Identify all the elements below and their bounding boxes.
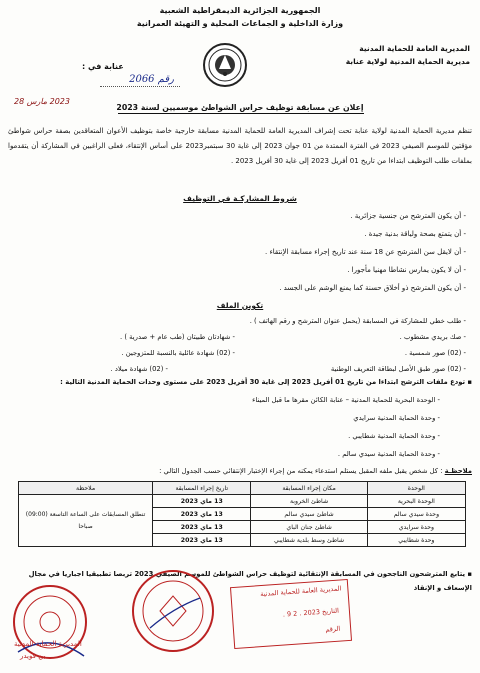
file-item: - طلب خطي للمشاركة في المسابقة (يحمل عنوان المترشح و رقم الهاتف ) . xyxy=(249,317,466,325)
reference-underline xyxy=(100,86,180,87)
table-cell: وحدة سرايدي xyxy=(367,521,465,534)
note-label: ملاحظـة xyxy=(444,467,472,475)
table-cell: شاطئ سيدي سالم xyxy=(251,508,367,521)
stamp-signature: بن قويدر xyxy=(20,652,46,660)
stamp-right-ref: الرقم xyxy=(325,624,341,634)
file-item: - شهادتان طبيتان (طب عام + صدرية ) . xyxy=(120,333,235,341)
table-cell: وحدة شطايبي xyxy=(367,534,465,547)
ministry-header: وزارة الداخلية و الجماعات المحلية و التهيئة العمرانية xyxy=(136,19,344,28)
reference-number: رقم 2066 xyxy=(129,74,174,85)
received-stamp xyxy=(230,579,352,649)
table-cell: 13 ماي 2023 xyxy=(153,508,251,521)
unit-item: - الوحدة البحرية للحماية المدنية – عنابة الكائن مقرها ما قبل الميناء xyxy=(252,396,440,404)
place-date-label: عنابة في : xyxy=(82,62,124,71)
unit-item: - وحدة الحماية المدنية سيدي سالم . xyxy=(337,450,440,458)
unit-item: - وحدة الحماية المدنية شطايبي . xyxy=(348,432,440,440)
table-header: تاريخ إجراء المسابقة xyxy=(153,482,251,495)
condition-item: - أن يكون المترشح من جنسية جزائرية . xyxy=(350,212,466,220)
file-item: - صك بريدي مشطوب . xyxy=(399,333,466,341)
condition-item: - أن لا يكون يمارس نشاطا مهنيا مأجورا . xyxy=(347,266,466,274)
note-text: : كل شخص يقبل ملفه المقبل يستلم استدعاء يمكنه من إجراء الإختبار الإنتقائي حسب الجدول التالي : xyxy=(159,467,443,475)
stamp-right-date: التاريخ 2023 . 2 9 . xyxy=(282,606,340,619)
file-heading: تكوين الملف xyxy=(216,301,264,310)
table-remark: تنطلق المسابقات على الساعة التاسعة (09:00) صباحا xyxy=(19,495,153,547)
condition-item: - أن لايقل سن المترشح عن 18 سنة عند تاريخ إجراء مسابقة الإنتقاء . xyxy=(265,248,466,256)
table-header: الوحدة xyxy=(367,482,465,495)
table-cell: شاطئ وسط بلدية شطايبي xyxy=(251,534,367,547)
table-cell: 13 ماي 2023 xyxy=(153,521,251,534)
table-header-row xyxy=(19,482,466,495)
official-stamp-icon xyxy=(10,582,90,662)
condition-item: - أن يكون المترشح ذو أخلاق حسنة كما يمنع الوشم على الجسد . xyxy=(279,284,466,292)
conditions-heading: شروط المشاركـة في التوظيف xyxy=(183,194,297,203)
intro-paragraph: تنظم مديرية الحماية المدنية لولاية عنابة تحت إشراف المديرية العامة للحماية المدنية مسابقة خارجية خاصة بتوظيف الأعوان المتعاقدين بصفة حراس شواطئ مؤقتين للموسم الصيفي 2023 في الفترة الممتدة من 01 جوان 2023 إلى غاية 30 سبتمبر2023 على أساس الإنتقاء، فعلى الراغبين في المشاركة أن يتقدموا بملفات طلب التوظيف ابتداءا من تاريخ 01 أفريل 2023 إلى غاية 30 أفريل 2023 . xyxy=(8,127,472,165)
directorate-local: مديرية الحماية المدنية لولاية عنابة xyxy=(345,57,470,66)
announcement-title: إعلان عن مسابقة توظيف حراس الشواطئ موسميين لسنة 2023 xyxy=(116,103,364,112)
exam-schedule-table xyxy=(18,481,466,547)
stamp-text: المديرية الحماية المدنية xyxy=(14,640,82,648)
republic-header: الجمهورية الجزائرية الديمقراطية الشعبية xyxy=(159,6,321,15)
file-item: - (02) صور طبق الأصل لبطاقة التعريف الوطنية xyxy=(330,365,466,373)
directorate-general: المديرية العامة للحماية المدنية xyxy=(359,44,470,53)
handwritten-date: 2023 مارس 28 xyxy=(14,97,70,106)
unit-item: - وحدة الحماية المدنية سرايدي xyxy=(353,414,440,422)
file-item: - (02) شهادة عائلية بالنسبة للمتزوجين . xyxy=(121,349,235,357)
round-seal-icon xyxy=(130,568,216,654)
table-cell: شاطئ الخروبة xyxy=(251,495,367,508)
table-row xyxy=(19,495,466,508)
file-item: - (02) شهادة ميلاد . xyxy=(110,365,168,373)
condition-item: - أن يتمتع بصحة ولياقة بدنية جيدة . xyxy=(364,230,466,238)
stamp-right-text: المديرية العامة للحماية المدنية xyxy=(259,584,342,599)
deposit-text: ▪ تودع ملفات الترشح ابتداءا من تاريخ 01 أفريل 2023 إلى غاية 30 أفريل 2023 على مستوى وحدات الحماية المدنية التالية : xyxy=(60,378,472,386)
final-paragraph: ▪ يتابع المترشحون الناجحون في المسابقة الإنتقائية لتوظيف حراس الشواطئ للموسم الصيفي 2023 تربصا تطبيقيا اجباريا في مجال الإسعاف و الإنقاذ xyxy=(28,570,472,592)
file-item: - (02) صور شمسية . xyxy=(404,349,466,357)
table-cell: شاطئ جنان الباي xyxy=(251,521,367,534)
table-cell: وحدة سيدي سالم xyxy=(367,508,465,521)
table-header: ملاحظة xyxy=(19,482,153,495)
table-cell: 13 ماي 2023 xyxy=(153,534,251,547)
note xyxy=(159,467,472,475)
title-underline xyxy=(118,113,364,114)
table-header: مكان إجراء المسابقة xyxy=(251,482,367,495)
table-cell: الوحدة البحرية xyxy=(367,495,465,508)
civil-protection-emblem-icon xyxy=(202,42,248,88)
table-cell: 13 ماي 2023 xyxy=(153,495,251,508)
